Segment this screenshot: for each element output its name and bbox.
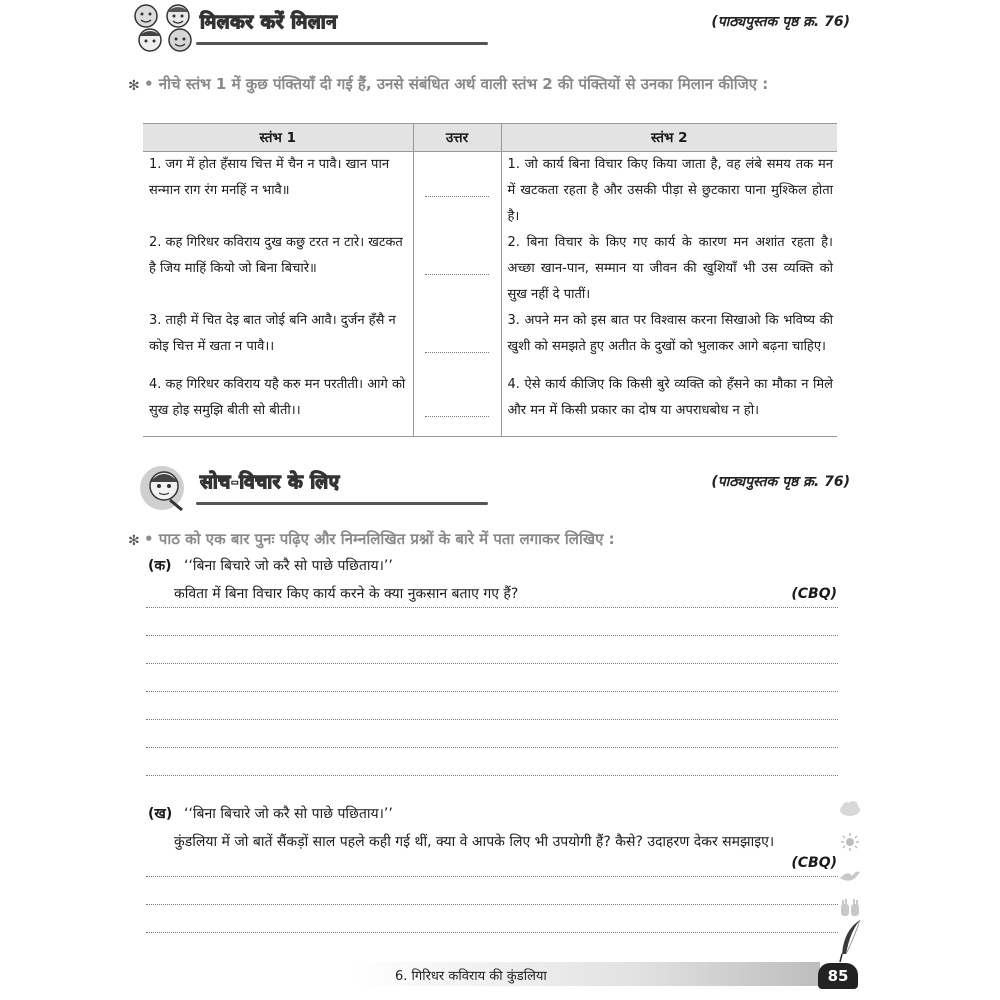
column2-cell — [501, 372, 837, 437]
answer-line[interactable] — [146, 775, 838, 776]
question-text: कुंडलिया में जो बातें सैंकड़ों साल पहले कही गई थीं, क्या वे आपके लिए भी उपयोगी हैं? कैसे? उदाहरण देकर समझाइए। — [174, 834, 775, 850]
textbook-page-ref: (पाठ्यपुस्तक पृष्ठ क्र. 76) — [711, 474, 850, 490]
column-header: स्तंभ 2 — [501, 124, 837, 152]
table-row — [143, 230, 837, 308]
column1-cell — [143, 230, 413, 308]
answer-line[interactable] — [146, 876, 838, 877]
meaning-text: 3. अपने मन को इस बात पर विश्वास करना सिखाओ कि भविष्य की खुशी को समझते हुए अतीत के दुखों को भुलाकर आगे बढ़ना चाहिए। — [507, 313, 833, 354]
section-title: सोच-विचार के लिए — [200, 471, 340, 493]
answer-blank[interactable] — [425, 196, 489, 197]
answer-line[interactable] — [146, 663, 838, 664]
answer-cell[interactable] — [413, 230, 501, 308]
instruction-text: • पाठ को एक बार पुनः पढ़िए और निम्नलिखित प्रश्नों के बारे में पता लगाकर लिखिए : — [144, 530, 615, 548]
quill-pen-icon — [830, 918, 870, 968]
answer-line[interactable] — [146, 747, 838, 748]
question-quote: ‘‘बिना बिचारे जो करै सो पाछे पछिताय।’’ — [184, 806, 393, 822]
couplet-text: 2. कह गिरिधर कविराय दुख कछु टरत न टारे। खटकत है जिय माहिं कियो जो बिना बिचारे॥ — [149, 235, 403, 276]
answer-line[interactable] — [146, 635, 838, 636]
question-quote: ‘‘बिना बिचारे जो करै सो पाछे पछिताय।’’ — [184, 558, 393, 574]
sun-icon — [838, 832, 862, 852]
question-label: (क) — [148, 558, 172, 574]
meaning-text: 4. ऐसे कार्य कीजिए कि किसी बुरे व्यक्ति को हँसने का मौका न मिले और मन में किसी प्रकार का दोष या अपराधबोध न हो। — [507, 377, 833, 418]
section-header-matching — [130, 2, 850, 54]
column1-cell — [143, 308, 413, 372]
couplet-text: 1. जग में होत हँसाय चित्त में चैन न पावै। खान पान सन्मान राग रंग मनहिं न भावै॥ — [149, 157, 390, 198]
table-row — [143, 152, 837, 231]
textbook-page-ref: (पाठ्यपुस्तक पृष्ठ क्र. 76) — [711, 14, 850, 30]
answer-blank[interactable] — [425, 416, 489, 417]
question-label: (ख) — [148, 806, 173, 822]
question-text: कविता में बिना विचार किए कार्य करने के क्या नुकसान बताए गए हैं? — [174, 586, 519, 602]
column-header: उत्तर — [413, 124, 501, 152]
hands-icon — [838, 898, 862, 918]
table-header-row — [143, 124, 837, 152]
answer-line[interactable] — [146, 904, 838, 905]
instruction-text: • नीचे स्तंभ 1 में कुछ पंक्तियाँ दी गई हैं, उनसे संबंधित अर्थ वाली स्तंभ 2 की पंक्तियों से उनका मिलान कीजिए : — [144, 75, 769, 93]
couplet-text: 4. कह गिरिधर कविराय यहै करु मन परतीती। आगे को सुख होइ समुझि बीती सो बीती।। — [149, 377, 406, 418]
title-underline — [196, 42, 488, 45]
page-number: 85 — [818, 963, 858, 989]
bird-icon — [838, 866, 862, 886]
answer-line[interactable] — [146, 932, 838, 933]
answer-line[interactable] — [146, 719, 838, 720]
meaning-text: 2. बिना विचार के किए गए कार्य के कारण मन अशांत रहता है। अच्छा खान-पान, सम्मान या जीवन की खुशियाँ भी उस व्यक्ति को सुख नहीं दे पातीं। — [507, 235, 833, 302]
asterisk-icon: ✻ — [128, 533, 140, 549]
answer-cell[interactable] — [413, 152, 501, 231]
column1-cell — [143, 152, 413, 231]
section-header-thinking — [130, 462, 850, 514]
column-header: स्तंभ 1 — [143, 124, 413, 152]
column1-cell — [143, 372, 413, 437]
title-underline — [196, 502, 488, 505]
table-row — [143, 308, 837, 372]
matching-table — [143, 123, 837, 437]
couplet-text: 3. ताही में चित देइ बात जोई बनि आवै। दुर्जन हँसै न कोइ चित्त में खता न पावै।। — [149, 313, 396, 354]
column2-cell — [501, 230, 837, 308]
column2-cell — [501, 308, 837, 372]
section-title: मिलकर करें मिलान — [200, 11, 338, 33]
table-row — [143, 372, 837, 437]
asterisk-icon: ✻ — [128, 78, 140, 94]
column2-cell — [501, 152, 837, 231]
thinking-girl-icon — [130, 462, 208, 514]
meaning-text: 1. जो कार्य बिना विचार किए किया जाता है, वह लंबे समय तक मन में खटकता रहता है और उसकी पीड़ा से छुटकारा पाना मुश्किल होता है। — [507, 157, 833, 224]
kids-mascot-icon — [130, 2, 208, 54]
chapter-title: 6. गिरिधर कविराय की कुंडलिया — [395, 969, 547, 984]
answer-cell[interactable] — [413, 372, 501, 437]
cbq-tag: (CBQ) — [791, 586, 837, 602]
cbq-tag: (CBQ) — [791, 855, 837, 871]
cloud-icon — [838, 798, 862, 818]
answer-cell[interactable] — [413, 308, 501, 372]
answer-blank[interactable] — [425, 274, 489, 275]
answer-blank[interactable] — [425, 352, 489, 353]
answer-line[interactable] — [146, 691, 838, 692]
answer-line[interactable] — [146, 607, 838, 608]
